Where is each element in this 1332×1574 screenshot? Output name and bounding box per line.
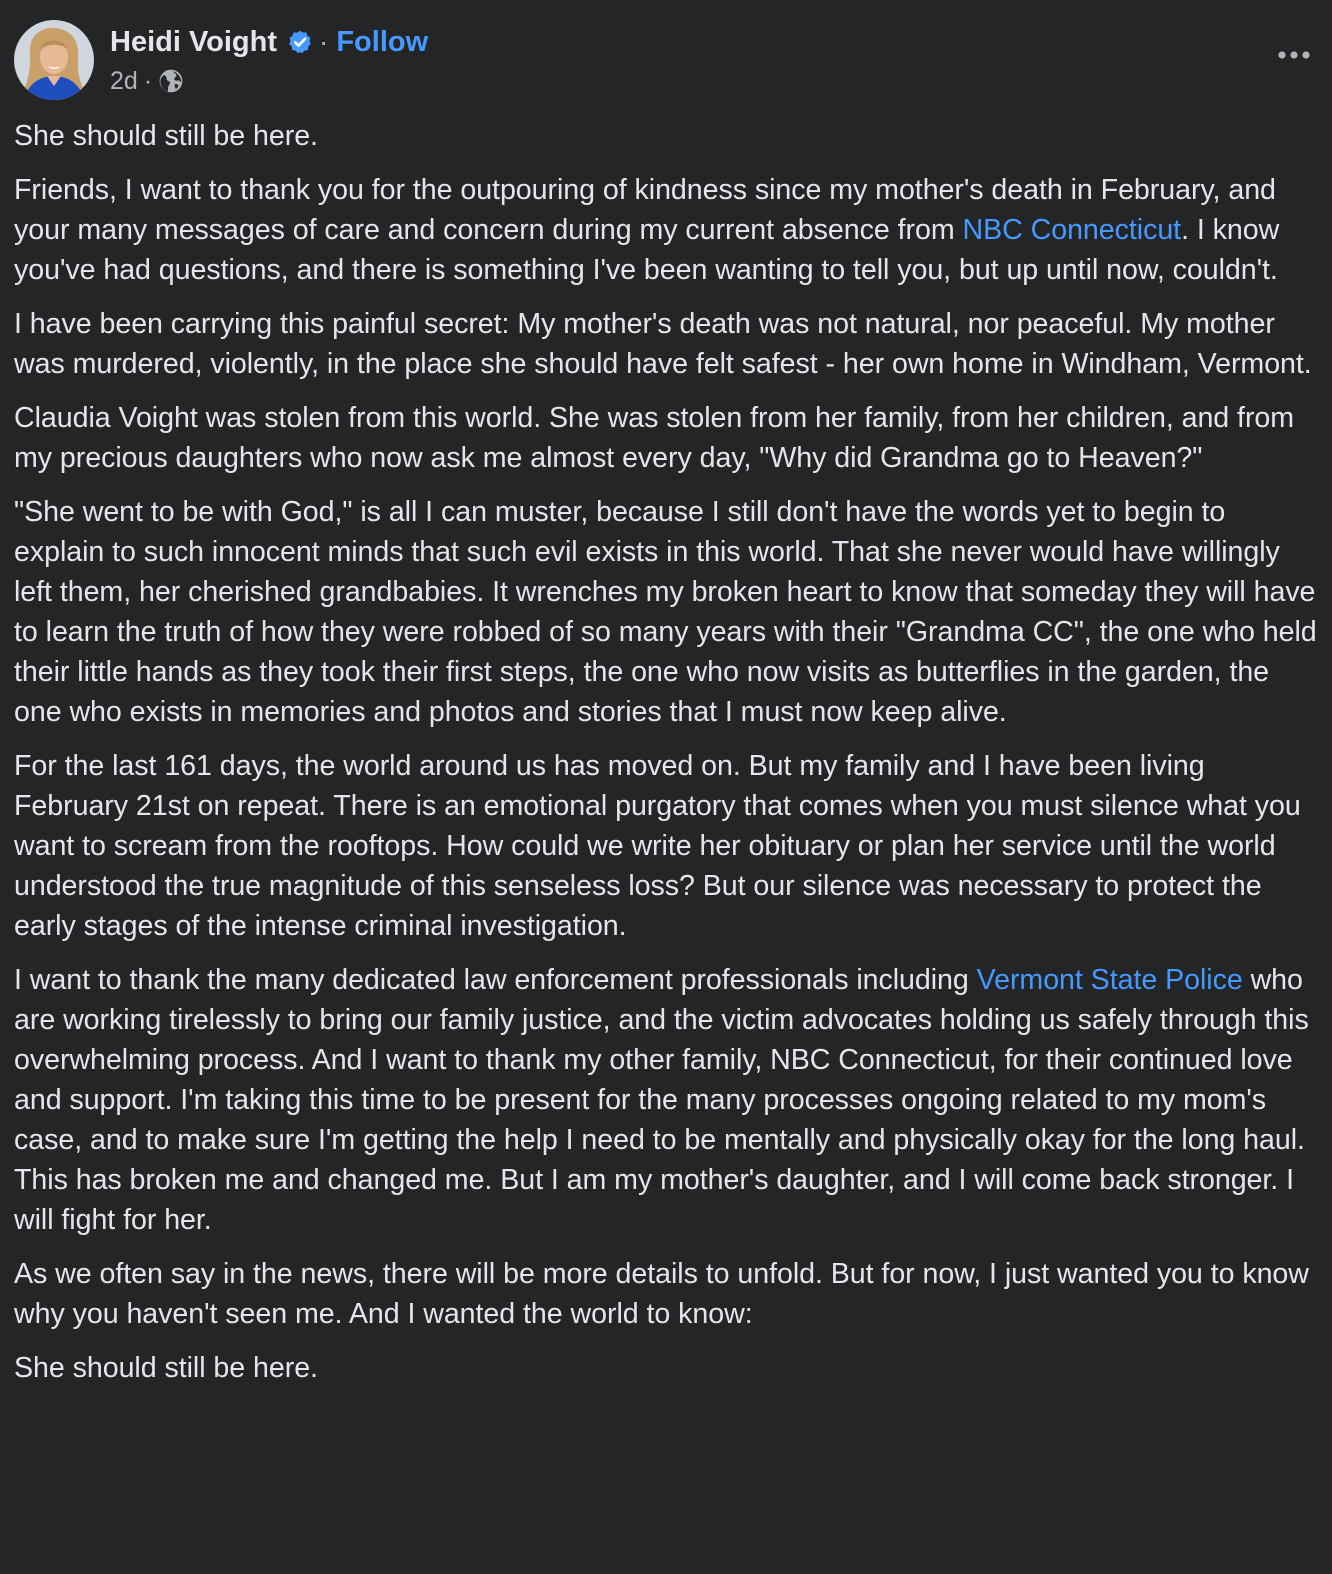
vermont-state-police-link[interactable]: Vermont State Police — [976, 964, 1243, 996]
paragraph: I have been carrying this painful secret: My mother's death was not natural, nor peaceful. My mother was murdered, violently, in the place she should have felt safest - her own home in Windham, Vermont. — [14, 308, 1312, 380]
author-line — [110, 22, 428, 62]
post-header — [14, 18, 1318, 102]
paragraph-text: Friends, I want to thank you for the outpouring of kindness since my mother's death in February, and your many messages of care and concern during my current absence from — [14, 174, 1276, 246]
paragraph — [14, 170, 1318, 290]
globe-icon[interactable] — [158, 68, 184, 94]
post-body — [14, 116, 1318, 1402]
post-meta — [110, 66, 184, 96]
avatar-photo — [14, 20, 94, 100]
paragraph: Claudia Voight was stolen from this world. She was stolen from her family, from her children, and from my precious daughters who now ask me almost every day, "Why did Grandma go to Heaven?" — [14, 402, 1295, 474]
paragraph: As we often say in the news, there will be more details to unfold. But for now, I just wanted you to know why you haven't seen me. And I wanted the world to know: — [14, 1258, 1309, 1330]
paragraph-text: . I know you've had questions, and there is something I've been wanting to tell you, but up until now, couldn't. — [14, 214, 1280, 286]
paragraph — [14, 960, 1318, 1240]
paragraph: "She went to be with God," is all I can muster, because I still don't have the words yet to begin to explain to such innocent minds that such evil exists in this world. That she never would have willingly left them, her cherished grandbabies. It wrenches my broken heart to know that someday they will have to learn the truth of how they were robbed of so many years with their "Grandma CC", the one who held their little hands as they took their first steps, the one who now visits as butterflies in the garden, the one who exists in memories and photos and stories that I must now keep alive. — [14, 496, 1317, 728]
nbc-connecticut-link[interactable]: NBC Connecticut — [962, 214, 1182, 246]
paragraph: She should still be here. — [14, 1352, 318, 1384]
follow-button[interactable]: Follow — [336, 25, 429, 58]
separator-dot: · — [143, 66, 153, 95]
paragraph-text: I want to thank the many dedicated law enforcement professionals including — [14, 964, 977, 996]
post-timestamp[interactable]: 2d — [110, 66, 138, 95]
paragraph-text: who are working tirelessly to bring our family justice, and the victim advocates holding us safely through this overwhelming process. And I want to thank my other family, NBC Connecticut, for their continued love and support. I'm taking this time to be present for the many processes ongoing related to my mom's case, and to make sure I'm getting the help I need to be mentally and physically okay for the long haul. This has broken me and changed me. But I am my mother's daughter, and I will come back stronger. I will fight for her. — [14, 964, 1309, 1236]
paragraph: She should still be here. — [14, 120, 318, 152]
more-options-icon[interactable] — [1274, 42, 1314, 68]
author-name[interactable]: Heidi Voight — [110, 25, 278, 58]
verified-badge-icon — [287, 29, 313, 55]
paragraph: For the last 161 days, the world around us has moved on. But my family and I have been living February 21st on repeat. There is an emotional purgatory that comes when you must silence what you want to scream from the rooftops. How could we write her obituary or plan her service until the world understood the true magnitude of this senseless loss? But our silence was necessary to protect the early stages of the intense criminal investigation. — [14, 750, 1301, 942]
separator-dot: · — [319, 26, 329, 57]
author-avatar[interactable] — [14, 20, 94, 100]
